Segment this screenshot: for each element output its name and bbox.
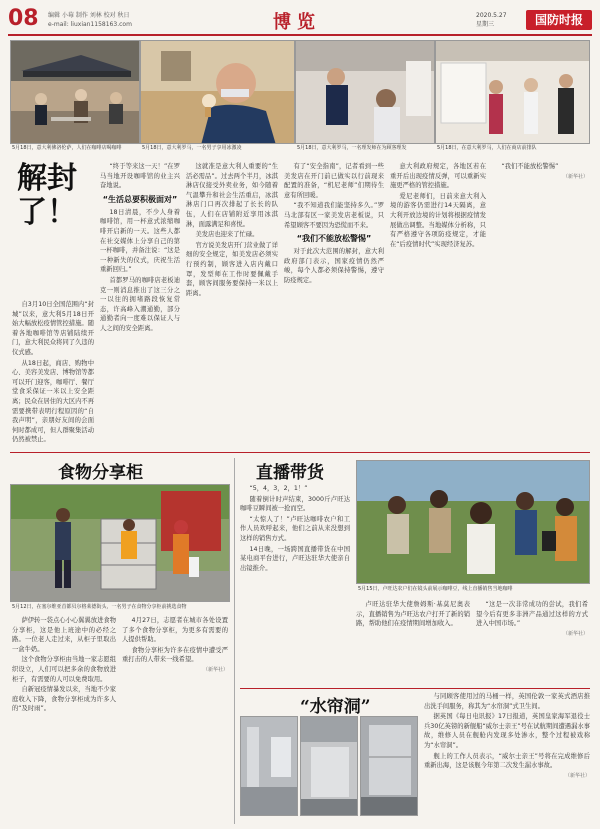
article1-col3 <box>186 162 278 450</box>
article1-para: 这就准是意大利人重要的“生活必需品”。过去两个半月，冰淇淋店仅接受外卖业务，如今随着气温攀升和社会生活重启，冰淇淋店门口再次排起了长长的队伍，人们在店铺附近享用冰淇淋，面露满足和喜悦。 <box>186 163 278 228</box>
article4-author: （新华社） <box>564 772 590 779</box>
article2-author: （新华社） <box>202 666 228 673</box>
photo-icecream <box>140 40 295 144</box>
article1-para: 意大利政府规定，各地区若在重开后出现疫情反弹，可以重新实施更严格的管控措施。 <box>390 163 486 190</box>
article1-para: 自3月10日全国范围内“封城”以来，意大利5月18日开始大幅放松疫情管控措施。随着各地咖啡馆等店铺陆续开门，意大利民众将同了久违的仪式感。 <box>12 301 94 356</box>
article4-para: 与同顾客使用过的马桶一样，英国伦敦一家英式酒店推出洗手间服务，称其为“水帘洞”式卫生间。 <box>424 693 590 710</box>
article1-para: 有了“安全指南”，记者看到一些美发店在开门前已做实以行前现来配置的准备，“机尼老师”们期待生意有所回暖。 <box>284 163 384 199</box>
article2-para: 这个食物分享柜由当地一家志愿组织设立，人们可以把多余的食物放进柜子，有需要的人可以免费取用。 <box>12 656 116 683</box>
photo-queue <box>435 40 590 144</box>
article1-col2 <box>100 162 180 450</box>
section-title: 博览 <box>273 12 321 33</box>
article1-para: 对于此次大范围的解封，意大利政府部门表示，国家疫情仍然严峻，每个人都必须保持警惕，遵守防疫规定。 <box>284 248 384 284</box>
photo-barber-image <box>296 41 435 144</box>
photo-cafe-image <box>11 41 140 144</box>
photo-foodcabinet <box>10 484 230 602</box>
photo-ship-3-image <box>361 717 418 816</box>
article1-para: 18日清晨，不少人身着咖啡馆，用一杯意式浓缩咖啡开启新的一天。这些人都在社交媒体上分享自己的第一杯咖啡，并备注说：“这是一种新失的仪式，庆祝生活重新回归。” <box>100 208 180 274</box>
newspaper-logo: 国防时报 <box>526 10 592 30</box>
caption-barber: 5月18日，意大利罗马，一名理发师在为顾客理发 <box>297 145 407 151</box>
article1-para: “我们不能放松警惕” <box>501 163 559 170</box>
caption-queue: 5月18日，在意大利罗马，人们在商店前排队 <box>437 145 537 151</box>
article4-headline: “水帘洞” <box>300 697 371 717</box>
article3-para: 随着倒计时声结束，3000斤卢旺达咖啡豆瞬间被一抢而空。 <box>240 495 350 513</box>
caption-foodcabinet: 5月12日，在塞尔维亚首都贝尔格莱德街头，一名男子在食物分享柜前挑选食物 <box>12 604 187 610</box>
photo-cafe <box>10 40 140 144</box>
article3-author: （新华社） <box>562 630 588 637</box>
article1-col4 <box>284 162 384 450</box>
article4-para: 据英国《每日电讯报》17日报道，英国皇家海军退役士兵30亿英镑的新舰船“威尔士亲王”号在试航期间遭遇漏水事故，维修人员在舰舱内发现多处渗水，整个过程被戏称为“水帘洞”。 <box>424 713 590 749</box>
section-divider <box>10 452 590 453</box>
article1-para: 从18日起，商店、购物中心、美容美发店、博物馆等都可以开门迎客，咖啡厅、餐厅堂食采保证一米以上安全距离；民众在居住的大区内不再需要携带表明行程原因的“自我声明”，亲朋好友间的会面何时都成可，但人群聚集活动仍然被禁止。 <box>12 359 94 444</box>
photo-ship-1-image <box>241 717 298 816</box>
photo-foodcabinet-image <box>11 485 230 602</box>
date-line: 2020.5.27 <box>476 12 507 19</box>
article2-col1 <box>12 616 116 824</box>
article1-subhead2: “我们不能放松警惕” <box>296 234 372 244</box>
article3-para: 14日晚，一场跨国直播带货在中国某电商平台进行，卢旺达驻华大使亲自出镜推介。 <box>240 545 350 572</box>
article3-col2 <box>356 600 470 684</box>
article1-col6 <box>492 162 588 450</box>
weekday-line: 星期三 <box>476 21 495 28</box>
article3-para: “5，4，3，2，1！” <box>249 485 308 492</box>
page-number: 08 <box>8 6 39 31</box>
editor-info <box>48 11 132 29</box>
article2-para: 自新冠疫情暴发以来，当地不少家庭收入下降，食物分享柜成为许多人的“及时雨”。 <box>12 686 116 713</box>
email-line: e-mail: liuxian1158163.com <box>48 21 132 28</box>
column-divider <box>234 458 235 824</box>
article1-para: 首都罗马的咖啡店老板迪克一则消息推出了这三分之一以往的拥堵路段恢复常态，许高峰入潮通勤，部分通勤者向一度难以保证人与人之间的安全距离。 <box>100 276 180 332</box>
photo-icecream-image <box>141 41 295 144</box>
article3-para: “这是一次非常成功的尝试，我们希望今后有更多非洲产品通过这样的方式进入中国市场。” <box>476 601 588 628</box>
article3-para: 卢旺达驻华大使詹姆斯·基莫尼奥表示，直播销售为卢旺达农户打开了新的销路，帮助他们在疫情期间增加收入。 <box>356 601 470 628</box>
article1-para: “终于等来这一天！”在罗马当地开设咖啡馆的业主兴奋地说。 <box>100 163 180 190</box>
article1-para: 官方说美发店开门营业做了详细的安全规定，如美发店必须实行预约制，顾客进入店内戴口罩，发型师在工作时要佩戴手套，顾客间服务要保持一米以上距离。 <box>186 241 278 297</box>
article1-para: “我不知道我们能坚持多久。”罗马北部有区一家美发店老板说，只希望顾客不要因为恐慌而不来。 <box>284 202 384 229</box>
issue-date <box>476 11 507 29</box>
photo-queue-image <box>436 41 590 144</box>
article1-col1 <box>12 300 94 450</box>
article2-para: 4月27日，志愿者在城市各处设置了多个食物分享柜，为更多有需要的人提供帮助。 <box>122 617 228 644</box>
editor-line: 编辑 小莓 制作 刘林 校对 秋日 <box>48 12 130 19</box>
article3-para: “太惊人了！”卢旺达咖啡农户和工作人员欢呼起来，他们之前从来没想到这样的销售方式。 <box>240 515 350 542</box>
caption-livestream: 5月15日，卢旺达农户们在镜头前展示咖啡豆，线上直播销售当地咖啡 <box>358 586 513 592</box>
article2-para: 萨伊转一袋点心小心翼翼放进食物分享柜，这是他上班途中的必经之路。一位老人走过来，从柜子里取出一盒牛奶。 <box>12 617 116 653</box>
caption-cafe: 5月18日，意大利佛洛伦萨，人们在咖啡店喝咖啡 <box>12 145 122 151</box>
photo-ship-2-image <box>301 717 358 816</box>
article1-col5 <box>390 162 486 450</box>
article2-para: 食物分享柜为许多在疫情中遭受严重打击的人带来一线希望。 <box>122 646 228 664</box>
photo-ship-1 <box>240 716 298 816</box>
article3-col3 <box>476 600 588 684</box>
article1-para: 爱尼老师们，日前来意大利入境的游客仍需进行14天隔离，意大利开放边境的计划将根据疫情发展做出调整。当地媒体分析称，只有严格遵守各项防疫规定，才能在“后疫情时代”实现经济复苏。 <box>390 192 486 248</box>
article4-col1 <box>424 692 590 824</box>
article3-headline: 直播带货 <box>256 463 324 483</box>
article1-author: （新华社） <box>562 173 588 180</box>
article2-headline: 食物分享柜 <box>58 463 143 483</box>
photo-ship-2 <box>300 716 358 816</box>
section-divider-2 <box>240 688 590 689</box>
article1-headline: 解封了！ <box>17 161 77 230</box>
article2-col2 <box>122 616 228 824</box>
article4-para: 舰上的工作人员表示，“威尔士亲王”号将在完成维修后重新出海，这是该舰今年第二次发生漏水事故。 <box>424 752 590 770</box>
article1-para: 美发店也迎来了忙碌。 <box>195 231 259 239</box>
photo-livestream-image <box>357 461 590 584</box>
photo-ship-3 <box>360 716 418 816</box>
caption-icecream: 5月18日，意大利罗马，一名男子享用冰激凌 <box>142 145 242 151</box>
page-header <box>8 6 592 36</box>
article1-subhead: “生活总要积极面对” <box>102 194 178 204</box>
photo-livestream <box>356 460 590 584</box>
article3-col1 <box>240 484 350 684</box>
photo-barber <box>295 40 435 144</box>
